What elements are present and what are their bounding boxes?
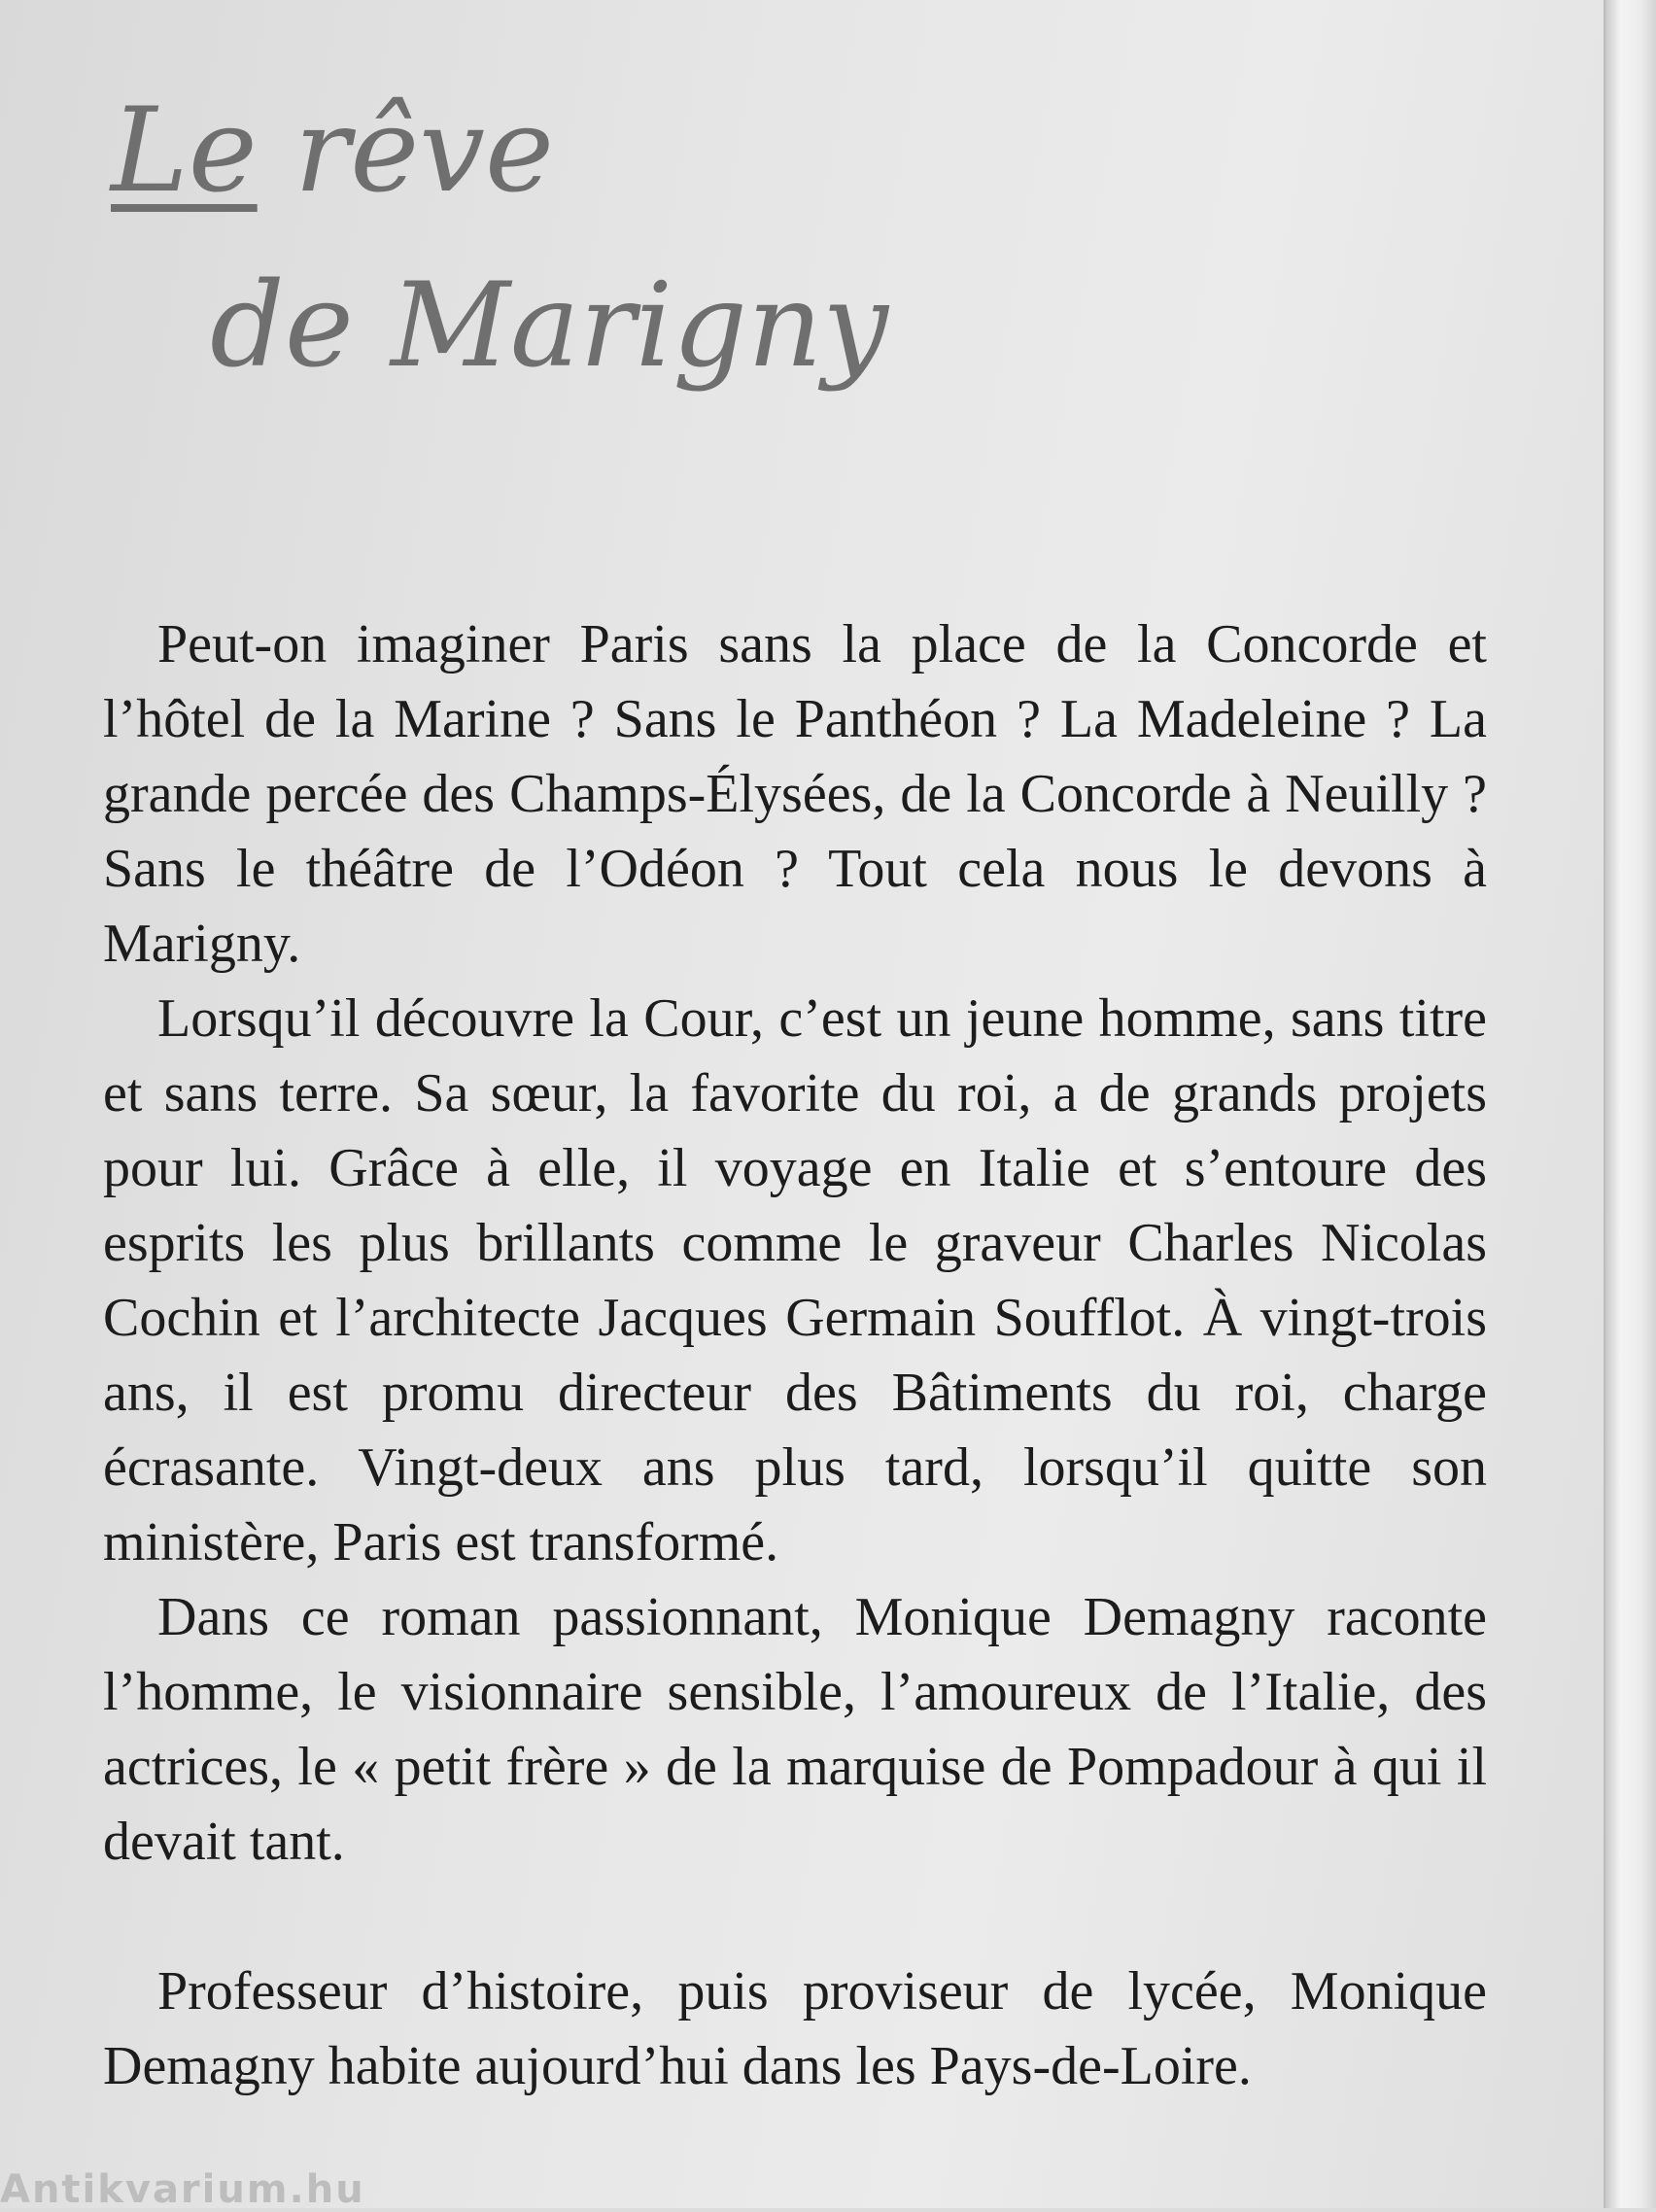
blurb-paragraph-1: Peut-on imaginer Paris sans la place de la Concorde et l’hôtel de la Marine ? Sans le Panthéon ? La Madeleine ? La grande percée des Champs-Élysées, de la Concorde à Neuilly ? Sans le théâtre de l’Odéon ? Tout cela nous le devons à Marigny. (103, 614, 1487, 974)
title-line-1 (111, 84, 555, 219)
book-edge (1605, 0, 1656, 2208)
blurb-text (103, 607, 1487, 2104)
watermark: Antikvarium.hu (0, 2167, 365, 2212)
author-bio: Professeur d’histoire, puis proviseur de lycée, Monique Demagny habite aujourd’hui dans les Pays-de-Loire. (103, 1961, 1487, 2096)
title-word-reve: rêve (293, 84, 555, 219)
blurb-paragraph-2: Lorsqu’il découvre la Cour, c’est un jeune homme, sans titre et sans terre. Sa sœur, la favorite du roi, a de grands projets pour lui. Grâce à elle, il voyage en Italie et s’entoure des esprits les plus brillants comme le graveur Charles Nicolas Cochin et l’architecte Jacques Germain Soufflot. À vingt-trois ans, il est promu directeur des Bâtiments du roi, charge écrasante. Vingt-deux ans plus tard, lorsqu’il quitte son ministère, Paris est transformé. (103, 988, 1487, 1573)
title-word-le: Le (111, 84, 258, 219)
blurb-paragraph-3: Dans ce roman passionnant, Monique Demagny raconte l’homme, le visionnaire sensible, l’amoureux de l’Italie, des actrices, le « petit frère » de la marquise de Pompadour à qui il devait tant. (103, 1587, 1487, 1872)
title-line-2: de Marigny (210, 259, 889, 394)
